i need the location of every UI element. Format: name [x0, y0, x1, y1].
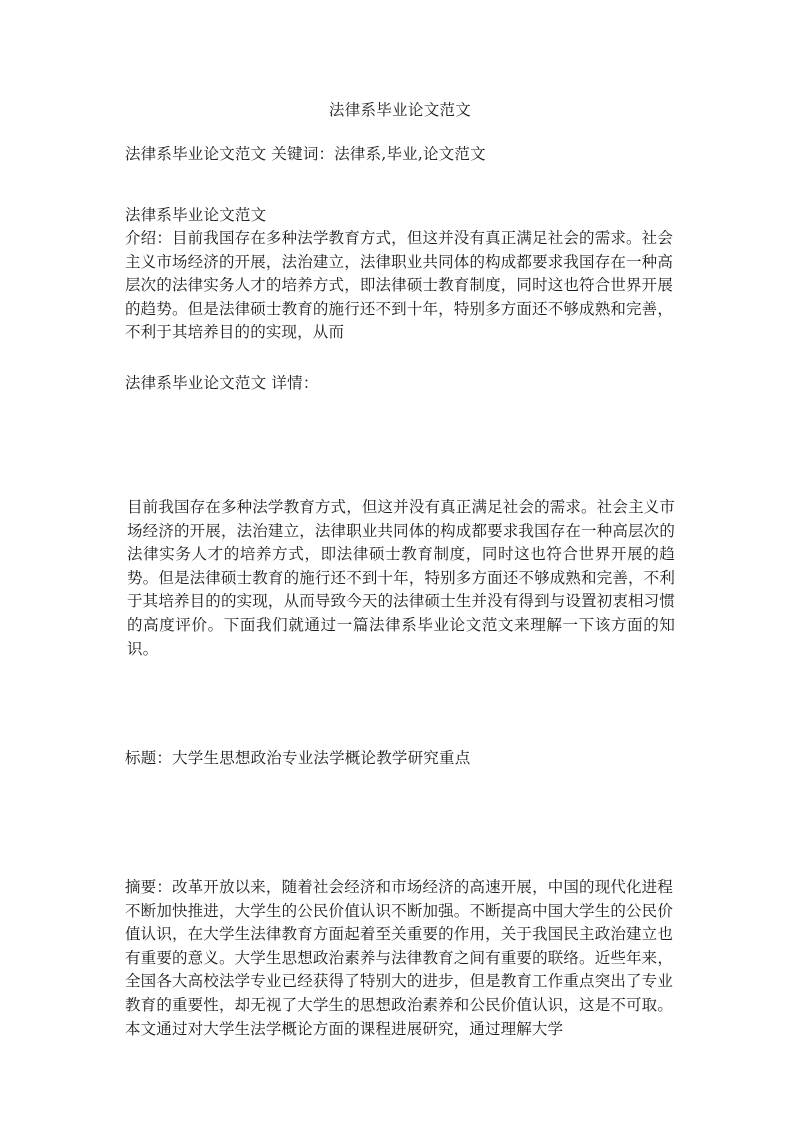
details-heading: 法律系毕业论文范文 详情：	[125, 374, 319, 392]
intro-paragraph: 介绍：目前我国存在多种法学教育方式，但这并没有真正满足社会的需求。社会主义市场经济的开展，法治建立，法律职业共同体的构成都要求我国存在一种高层次的法律实务人才的培养方式，即法律硕士教育制度，同时这也符合世界开展的趋势。但是法律硕士教育的施行还不到十年，特别多方面还不够成熟和完善，不利于其培养目的的实现，从而	[125, 229, 673, 342]
document-title: 法律系毕业论文范文	[328, 101, 472, 119]
abstract-paragraph: 摘要：改革开放以来，随着社会经济和市场经济的高速开展，中国的现代化进程不断加快推进，大学生的公民价值认识不断加强。不断提高中国大学生的公民价值认识，在大学生法律教育方面起着至关重要的作用，关于我国民主政治建立也有重要的意义。大学生思想政治素养与法律教育之间有重要的联络。近些年来，全国各大高校法学专业已经获得了特别大的进步，但是教育工作重点突出了专业教育的重要性，却无视了大学生的思想政治素养和公民价值认识，这是不可取。本文通过对大学生法学概论方面的课程进展研究，通过理解大学	[125, 878, 673, 1038]
body-paragraph: 目前我国存在多种法学教育方式，但这并没有真正满足社会的需求。社会主义市场经济的开展，法治建立，法律职业共同体的构成都要求我国存在一种高层次的法律实务人才的培养方式，即法律硕士教育制度，同时这也符合世界开展的趋势。但是法律硕士教育的施行还不到十年，特别多方面还不够成熟和完善，不利于其培养目的的实现，从而导致今天的法律硕士生并没有得到与设置初衷相习惯的高度评价。下面我们就通过一篇法律系毕业论文范文来理解一下该方面的知识。	[127, 498, 675, 658]
keywords-line: 法律系毕业论文范文 关键词：法律系,毕业,论文范文	[125, 145, 486, 163]
article-headline: 标题：大学生思想政治专业法学概论教学研究重点	[125, 749, 471, 767]
intro-heading: 法律系毕业论文范文	[125, 206, 267, 224]
